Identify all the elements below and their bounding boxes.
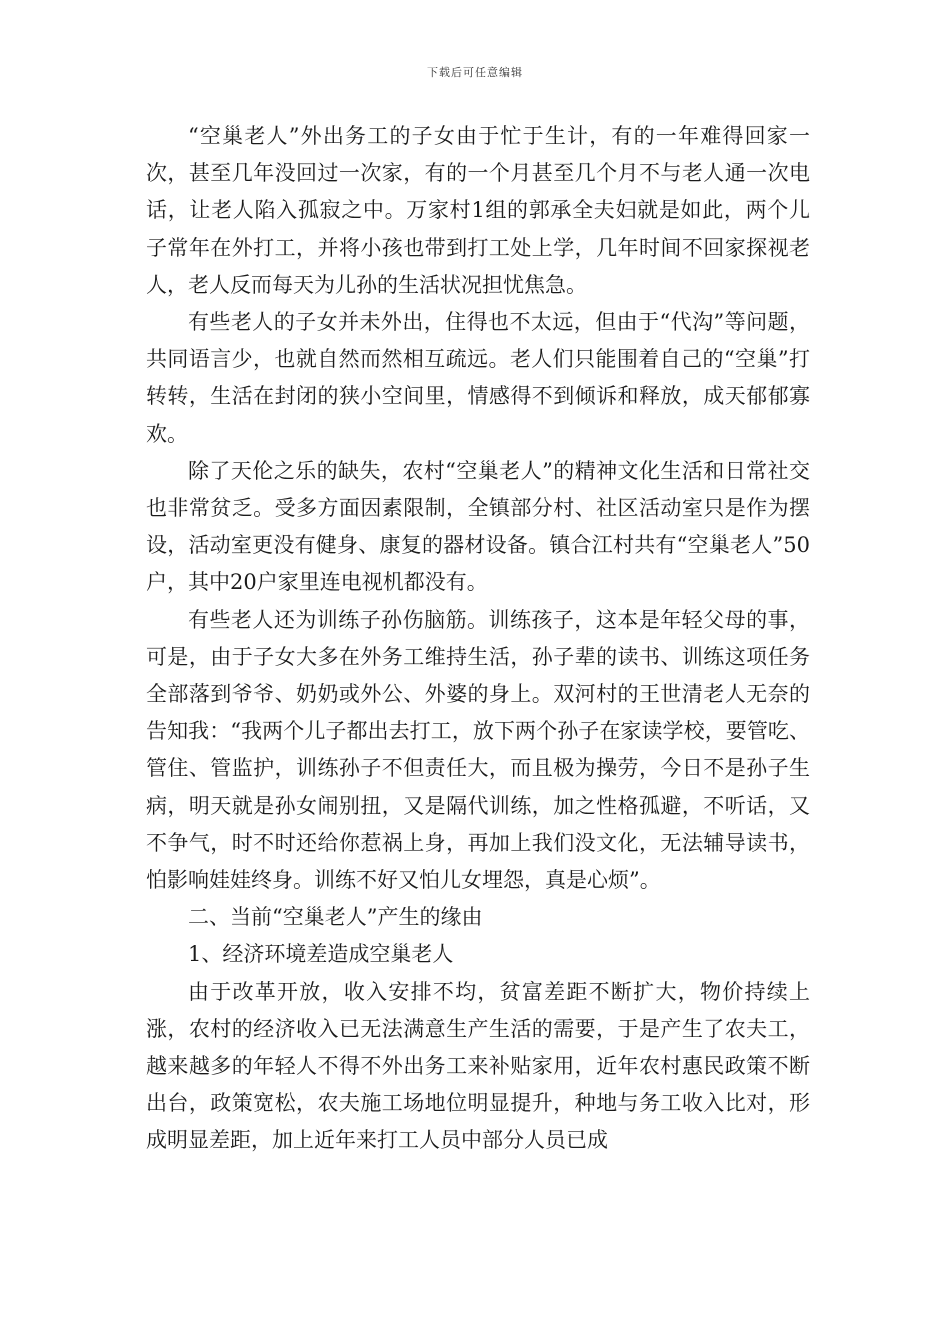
document-body <box>146 118 810 1160</box>
section-heading: 二、当前“空巢老人”产生的缘由 <box>188 905 483 930</box>
paragraph: 由于改革开放，收入安排不均，贫富差距不断扩大，物价持续上涨，农村的经济收入已无法满意生产生活的需要，于是产生了农夫工，越来越多的年轻人不得不外出务工来补贴家用，近年农村惠民政策不断出台，政策宽松，农夫施工场地位明显提升，种地与务工收入比对，形成明显差距，加上近年来打工人员中部分人员已成 <box>146 979 810 1153</box>
paragraph: 有些老人的子女并未外出，住得也不太远，但由于“代沟”等问题，共同语言少，也就自然而然相互疏远。老人们只能围着自己的“空巢”打转转，生活在封闭的狭小空间里，情感得不到倾诉和释放，成天郁郁寡欢。 <box>146 310 810 446</box>
paragraph: “空巢老人”外出务工的子女由于忙于生计，有的一年难得回家一次，甚至几年没回过一次家，有的一个月甚至几个月不与老人通一次电话，让老人陷入孤寂之中。万家村1组的郭承全夫妇就是如此，两个儿子常年在外打工，并将小孩也带到打工处上学，几年时间不回家探视老人，老人反而每天为儿孙的生活状况担忧焦急。 <box>146 124 810 297</box>
subsection-heading: 1、经济环境差造成空巢老人 <box>188 942 454 967</box>
page-header: 下载后可任意编辑 <box>427 66 523 79</box>
paragraph: 有些老人还为训练子孙伤脑筋。训练孩子，这本是年轻父母的事，可是，由于子女大多在外务工维持生活，孙子辈的读书、训练这项任务全部落到爷爷、奶奶或外公、外婆的身上。双河村的王世清老人无奈的告知我：“我两个儿子都出去打工，放下两个孙子在家读学校，要管吃、管住、管监护，训练孙子不但责任大，而且极为操劳，今日不是孙子生病，明天就是孙女闹别扭，又是隔代训练，加之性格孤避，不听话，又不争气，时不时还给你惹祸上身，再加上我们没文化，无法辅导读书，怕影响娃娃终身。训练不好又怕儿女埋怨，真是心烦”。 <box>146 607 810 893</box>
paragraph: 除了天伦之乐的缺失，农村“空巢老人”的精神文化生活和日常社交也非常贫乏。受多方面因素限制，全镇部分村、社区活动室只是作为摆设，活动室更没有健身、康复的器材设备。镇合江村共有“空巢老人”50户，其中20户家里连电视机都没有。 <box>146 458 810 595</box>
